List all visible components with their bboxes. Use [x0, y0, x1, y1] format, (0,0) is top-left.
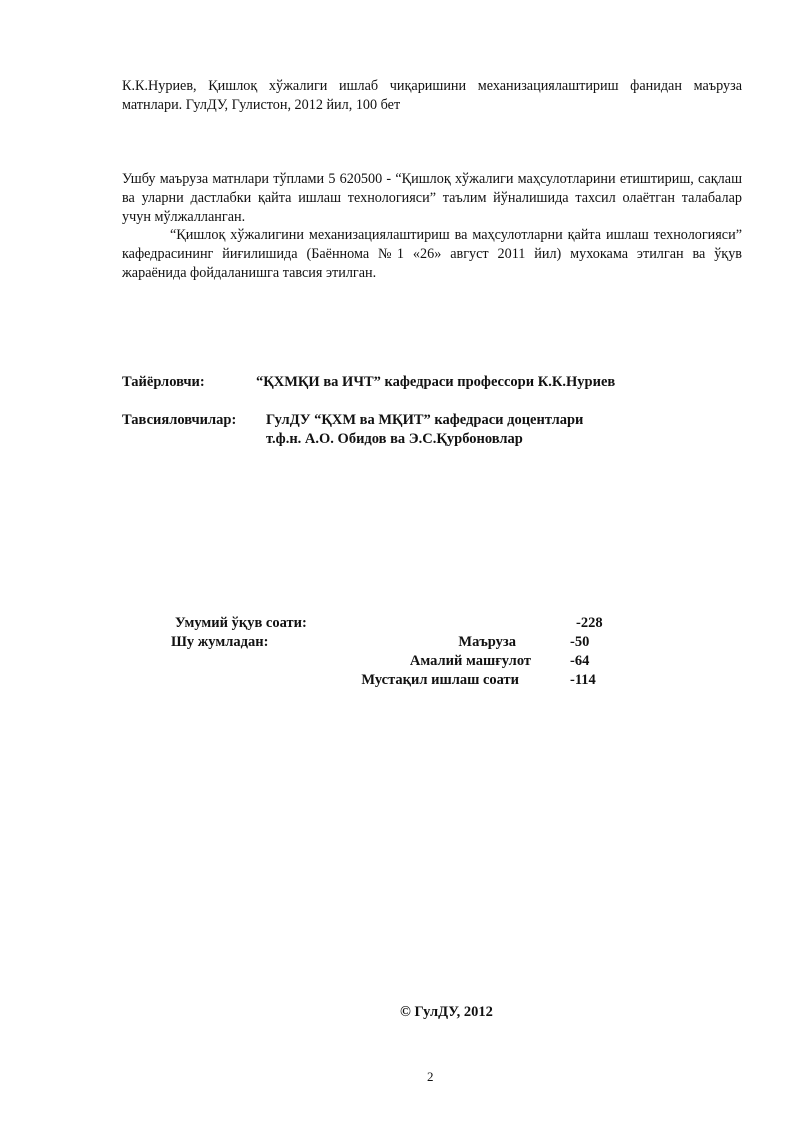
- practical-hours-label: Амалий машғулот: [409, 653, 531, 669]
- copyright-text: © ГулДУ, 2012: [400, 1004, 493, 1020]
- including-label: Шу жумладан:: [171, 634, 269, 650]
- reviewers-label: Тавсияловчилар:: [122, 412, 237, 428]
- practical-hours-value: -64: [570, 653, 590, 669]
- preparer-label: Тайёрловчи:: [122, 374, 205, 390]
- independent-hours-label: Мустақил ишлаш соати: [361, 672, 519, 688]
- lecture-hours-label: Маъруза: [458, 634, 516, 650]
- approval-paragraph: “Қишлоқ хўжалигини механизациялаштириш ва маҳсулотларни қайта ишлаш технологияси” кафедрасининг йиғилишида (Баённома №1 «26» август 2011 йил) мухокама этилган ва ўқув жараёнида фойдаланишга тавсия этилган.: [122, 227, 742, 281]
- preparer-value: “ҚХМҚИ ва ИЧТ” кафедраси профессори К.К.Нуриев: [256, 374, 616, 390]
- independent-hours-value: -114: [570, 672, 596, 688]
- page-number: 2: [427, 1069, 434, 1084]
- total-hours-label: Умумий ўқув соати:: [175, 615, 307, 631]
- citation-text: К.К.Нуриев, Қишлоқ хўжалиги ишлаб чиқаришини механизациялаштириш фанидан маъруза матнлари. ГулДУ, Гулистон, 2012 йил, 100 бет: [122, 78, 742, 113]
- reviewers-line1: ГулДУ “ҚХМ ва МҚИТ” кафедраси доцентлари: [266, 412, 584, 428]
- total-hours-value: -228: [576, 615, 603, 631]
- reviewers-line2: т.ф.н. А.О. Обидов ва Э.С.Қурбоновлар: [266, 431, 523, 447]
- lecture-hours-value: -50: [570, 634, 590, 650]
- intro-paragraph: Ушбу маъруза матнлари тўплами 5 620500 - “Қишлоқ хўжалиги маҳсулотларини етиштириш, сақлаш ва уларни дастлабки қайта ишлаш технологияси” таълим йўналишида тахсил олаётган талабалар учун мўлжалланган.: [122, 171, 742, 225]
